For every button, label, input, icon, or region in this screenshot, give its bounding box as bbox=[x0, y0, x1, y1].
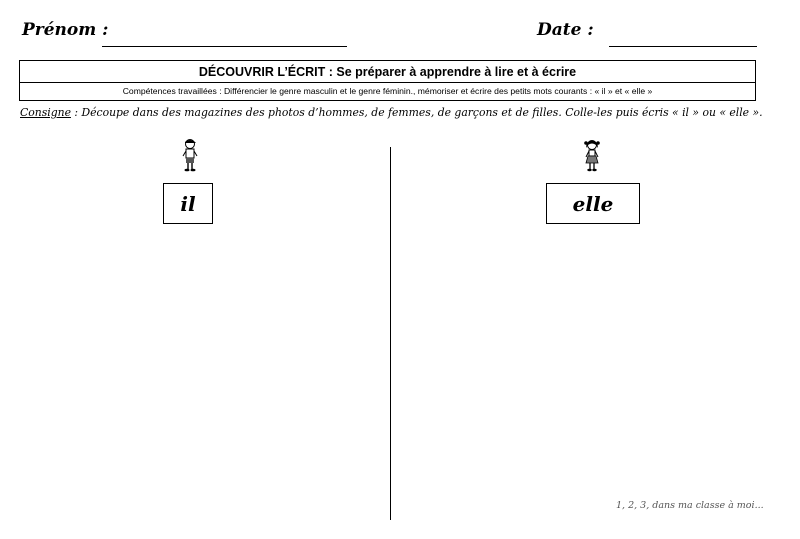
skills-text: Compétences travaillées : Différencier le genre masculin et le genre féminin., mémoriser et écrire des petits mots courants : « il » et « elle » bbox=[19, 82, 756, 101]
worksheet-title: DÉCOUVRIR L’ÉCRIT : Se préparer à apprendre à lire et à écrire bbox=[19, 60, 756, 83]
prenom-write-line[interactable] bbox=[102, 46, 347, 47]
boy-figure-icon bbox=[180, 138, 200, 172]
prenom-label: Prénom : bbox=[22, 20, 109, 40]
girl-figure-icon bbox=[582, 138, 602, 172]
instruction-text: : Découpe dans des magazines des photos d’hommes, de femmes, de garçons et de filles. Colle-les puis écris « il » ou « elle ». bbox=[70, 106, 763, 119]
instruction-label: Consigne bbox=[20, 106, 71, 119]
il-word-box: il bbox=[163, 183, 213, 224]
instruction bbox=[20, 106, 780, 119]
column-divider bbox=[390, 147, 391, 520]
date-write-line[interactable] bbox=[609, 46, 757, 47]
date-label: Date : bbox=[537, 20, 594, 40]
elle-word-box: elle bbox=[546, 183, 640, 224]
footer-credit: 1, 2, 3, dans ma classe à moi... bbox=[616, 500, 764, 511]
